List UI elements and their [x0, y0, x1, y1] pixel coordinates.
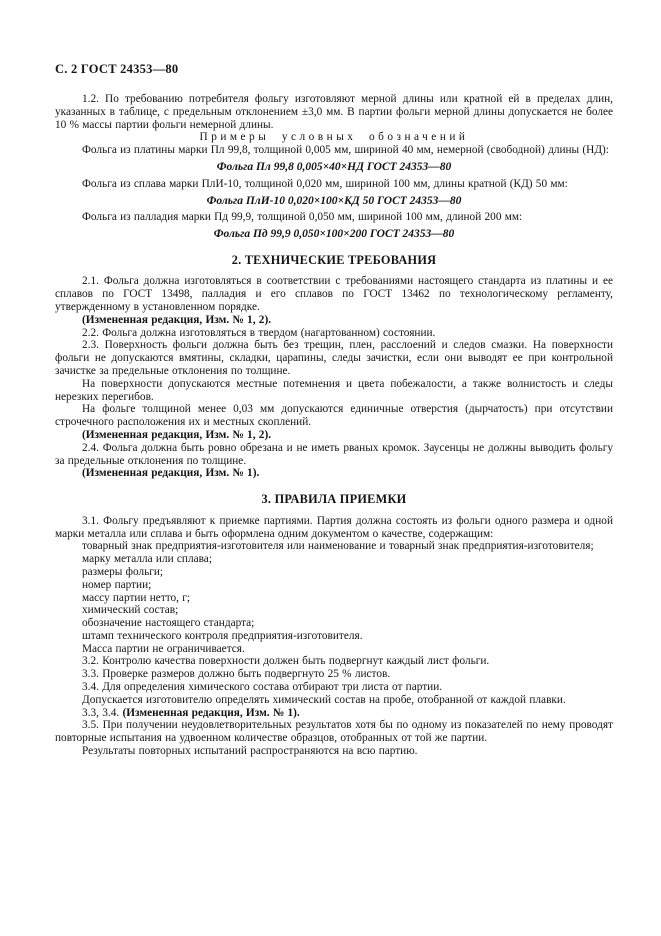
example-3-designation: Фольга Пд 99,9 0,050×100×200 ГОСТ 24353—80 — [213, 228, 455, 241]
section-3-title: 3. ПРАВИЛА ПРИЕМКИ — [261, 492, 407, 507]
list-item-trademark: товарный знак предприятия-изготовителя или наименование и товарный знак предприятия-изготовителя; — [82, 540, 594, 553]
para-2-3: 2.3. Поверхность фольги должна быть без трещин, плен, расслоений и следов смазки. На поверхности фольги не допускаются вмятины, складки, царапины, следы зачистки, если они выводят ее при контрольной зачистке за предельные отклонения по толщине. — [55, 339, 613, 378]
amendment-3-3-3-4-prefix: 3.3, 3.4. — [82, 706, 123, 719]
list-item-standard-designation: обозначение настоящего стандарта; — [82, 617, 255, 630]
list-item-qc-stamp: штамп технического контроля предприятия-изготовителя. — [82, 629, 363, 642]
list-item-foil-sizes: размеры фольги; — [82, 565, 164, 578]
amendment-after-2-1: (Измененная редакция, Изм. № 1, 2). — [82, 313, 272, 326]
para-1-2: 1.2. По требованию потребителя фольгу изготовляют мерной длины или кратной ей в пределах длин, указанных в таблице, с предельным отклонением ±3,0 мм. В партии фольги мерной длины допускается не более 10 % массы партии фольги немерной длины. — [55, 93, 613, 131]
list-item-net-mass: массу партии нетто, г; — [82, 591, 191, 604]
amendment-after-2-4: (Измененная редакция, Изм. № 1). — [82, 467, 260, 480]
example-1-intro: Фольга из платины марки Пл 99,8, толщиной 0,005 мм, шириной 40 мм, немерной (свободной) длины (НД): — [82, 144, 609, 157]
list-item-batch-number: номер партии; — [82, 578, 152, 591]
para-mass-unlimited: Масса партии не ограничивается. — [82, 642, 245, 655]
para-3-1: 3.1. Фольгу предъявляют к приемке партиями. Партия должна состоять из фольги одного размера и одной марки металла или сплава и быть оформлена одним документом о качестве, содержащим: — [55, 514, 613, 540]
para-3-4-a: Допускается изготовителю определять химический состав на пробе, отобранной от каждой плавки. — [82, 693, 566, 706]
page-header: С. 2 ГОСТ 24353—80 — [55, 62, 179, 76]
para-3-3: 3.3. Проверке размеров должно быть подвергнуто 25 % листов. — [82, 668, 391, 681]
document-content — [55, 62, 613, 758]
example-2-intro: Фольга из сплава марки ПлИ-10, толщиной 0,020 мм, шириной 100 мм, длины кратной (КД) 50 мм: — [82, 177, 568, 190]
para-2-3-a: На поверхности допускаются местные потемнения и цвета побежалости, а также волнистость и следы нерезких перегибов. — [55, 377, 613, 403]
para-3-2: 3.2. Контролю качества поверхности должен быть подвергнут каждый лист фольги. — [82, 655, 490, 668]
para-2-3-b: На фольге толщиной менее 0,03 мм допускаются единичные отверстия (дырчатость) при отсутствии строчечного расположения их и местных скоплений. — [55, 403, 613, 429]
amendment-after-2-3: (Измененная редакция, Изм. № 1, 2). — [82, 429, 272, 442]
list-item-metal-grade: марку металла или сплава; — [82, 553, 212, 566]
amendment-3-3-3-4-text: (Измененная редакция, Изм. № 1). — [122, 706, 300, 719]
para-2-4: 2.4. Фольга должна быть ровно обрезана и не иметь рваных кромок. Заусенцы не должны выводить фольгу за предельные отклонения по толщине. — [55, 441, 613, 467]
example-2-designation: Фольга ПлИ-10 0,020×100×КД 50 ГОСТ 24353—80 — [206, 194, 462, 207]
amendment-3-3-3-4 — [55, 707, 613, 720]
para-2-1: 2.1. Фольга должна изготовляться в соответствии с требованиями настоящего стандарта из платины и ее сплавов по ГОСТ 13498, палладия и его сплавов по ГОСТ 13462 по технологическому регламенту, утвержденному в установленном порядке. — [55, 275, 613, 314]
example-3-intro: Фольга из палладия марки Пд 99,9, толщиной 0,050 мм, шириной 100 мм, длиной 200 мм: — [82, 211, 523, 224]
examples-heading: Примеры условных обозначений — [199, 131, 469, 144]
section-2-title: 2. ТЕХНИЧЕСКИЕ ТРЕБОВАНИЯ — [231, 252, 437, 267]
para-3-5-a: Результаты повторных испытаний распространяются на всю партию. — [82, 745, 418, 758]
list-item-chemical-composition: химический состав; — [82, 604, 179, 617]
para-2-2: 2.2. Фольга должна изготовляться в твердом (нагартованном) состоянии. — [82, 326, 436, 339]
example-1-designation: Фольга Пл 99,8 0,005×40×НД ГОСТ 24353—80 — [216, 160, 452, 173]
para-3-4: 3.4. Для определения химического состава отбирают три листа от партии. — [82, 681, 443, 694]
para-3-5: 3.5. При получении неудовлетворительных результатов хотя бы по одному из показателей по нему проводят повторные испытания на удвоенном количестве образцов, отобранных от той же партии. — [55, 719, 613, 745]
